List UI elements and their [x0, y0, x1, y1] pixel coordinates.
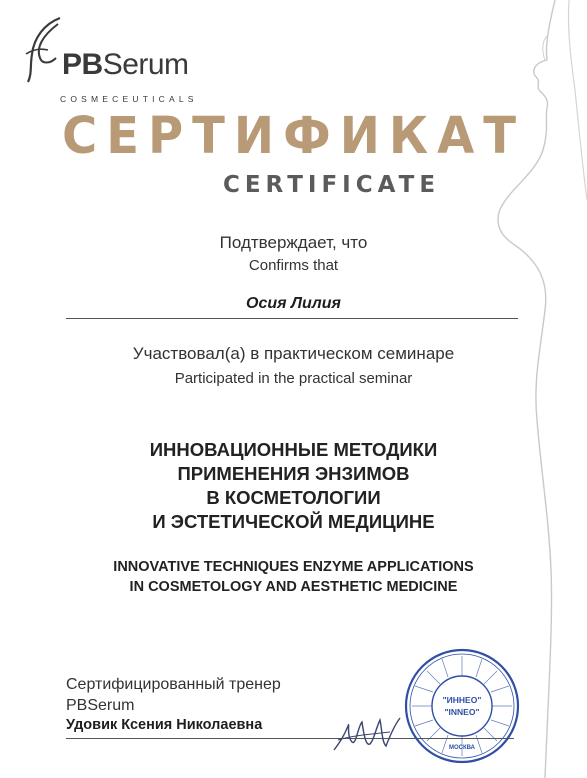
logo-tagline: COSMECEUTICALS [60, 94, 198, 104]
logo-swirl-icon [22, 14, 62, 84]
participated-text-en: Participated in the practical seminar [174, 370, 413, 387]
trainer-brand: PBSerum [66, 697, 135, 714]
seminar-title-ru-line: И ЭСТЕТИЧЕСКОЙ МЕДИЦИНЕ [152, 511, 435, 532]
seminar-title-en-line: INNOVATIVE TECHNIQUES ENZYME APPLICATIONS [113, 559, 474, 575]
recipient-underline [66, 318, 518, 319]
stamp-center-ru: "ИННЕО" [442, 695, 482, 705]
logo-wordmark [62, 48, 189, 82]
official-stamp [402, 646, 522, 766]
stamp-center-en: "INNEO" [444, 707, 480, 717]
trainer-role: Сертифицированный тренер [66, 676, 281, 693]
seminar-title-en-line: IN COSMETOLOGY AND AESTHETIC MEDICINE [129, 579, 458, 595]
confirms-text-en: Confirms that [248, 257, 339, 274]
seminar-title-ru-line: ПРИМЕНЕНИЯ ЭНЗИМОВ [177, 463, 410, 484]
seminar-title-ru [0, 438, 587, 534]
certificate-title-en: CERTIFICATE [222, 172, 441, 198]
participated-text-ru: Участвовал(а) в практическом семинаре [132, 344, 455, 363]
logo-suffix: Serum [102, 48, 189, 81]
recipient-name: Осия Лилия [246, 295, 341, 312]
seminar-title-ru-line: ИННОВАЦИОННЫЕ МЕТОДИКИ [149, 439, 438, 460]
certificate-title-ru: СЕРТИФИКАТ [61, 106, 525, 166]
stamp-city: МОСКВА [448, 745, 476, 751]
signature-icon [330, 706, 410, 756]
trainer-name: Удовик Ксения Николаевна [66, 717, 263, 733]
confirms-text-ru: Подтверждает, что [219, 233, 368, 252]
seminar-title-en [0, 557, 587, 597]
seminar-title-ru-line: В КОСМЕТОЛОГИИ [206, 487, 381, 508]
logo-prefix: PB [62, 48, 103, 81]
brand-logo [22, 14, 198, 104]
